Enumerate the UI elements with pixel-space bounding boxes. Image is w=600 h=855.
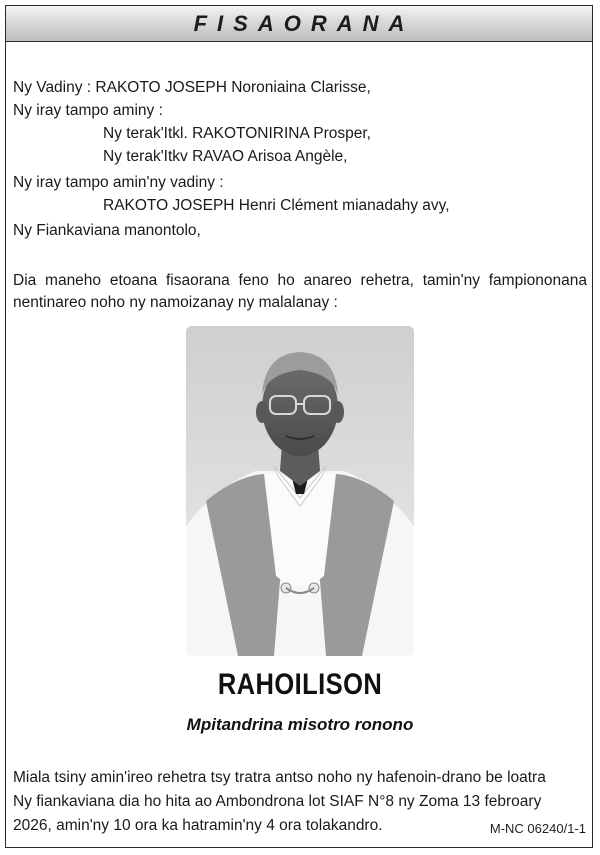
portrait-photo (186, 326, 414, 656)
portrait-illustration (186, 326, 414, 656)
inlaws-heading: Ny iray tampo amin'ny vadiny : (13, 174, 224, 191)
family-all: Ny Fiankaviana manontolo, (13, 222, 201, 239)
deceased-name: RAHOILISON (217, 668, 383, 701)
sibling-1: Ny terak'Itkl. RAKOTONIRINA Prosper, (103, 125, 371, 142)
thanks-paragraph: Dia maneho etoana fisaorana feno ho anareo rehetra, tamin'ny fampiononana nentinareo noho ny namoizanay ny malalanay : (13, 272, 587, 311)
gathering-line: Ny fiankaviana dia ho hita ao Ambondrona lot SIAF N°8 ny Zoma 13 febroary (13, 793, 542, 810)
apology-line: Miala tsiny amin'ireo rehetra tsy tratra antso noho ny hafenoin-drano be loatra (13, 769, 546, 786)
inlaw-1: RAKOTO JOSEPH Henri Clément mianadahy avy, (103, 197, 450, 214)
notice-header (5, 5, 593, 42)
gathering-time-line: 2026, amin'ny 10 ora ka hatramin'ny 4 ora tolakandro. (13, 817, 383, 834)
sibling-2: Ny terak'Itkv RAVAO Arisoa Angèle, (103, 148, 348, 165)
reference-code: M-NC 06240/1-1 (489, 821, 586, 836)
notice-title: FISAORANA (193, 10, 415, 36)
spouse-line: Ny Vadiny : RAKOTO JOSEPH Noroniaina Clarisse, (13, 79, 371, 96)
siblings-heading: Ny iray tampo aminy : (13, 102, 163, 119)
deceased-title: Mpitandrina misotro ronono (186, 715, 414, 734)
